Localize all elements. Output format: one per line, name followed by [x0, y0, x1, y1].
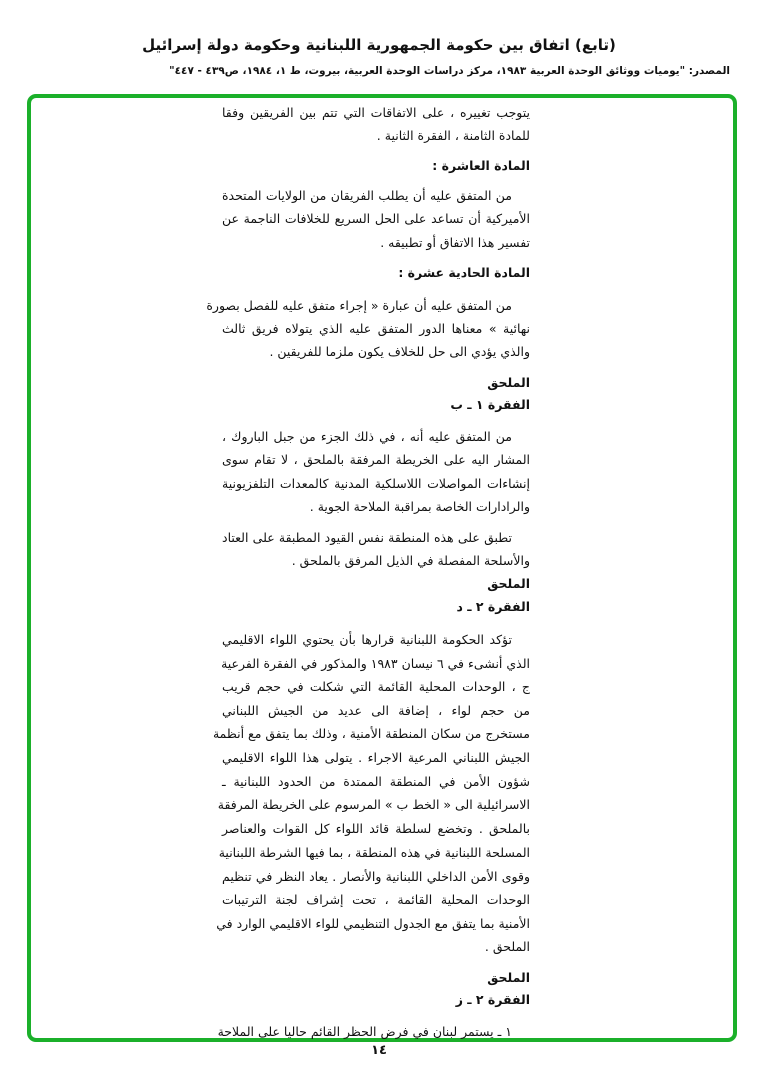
section-heading: الملحق [487, 375, 530, 390]
paragraph-line: المشار اليه على الخريطة المرفقة بالملحق ، لا تقام سوى [222, 452, 530, 467]
paragraph-line: الملحق . [484, 939, 530, 954]
paragraph-line: من حجم لواء ، إضافة الى عديد من الجيش اللبناني [222, 703, 530, 718]
paragraph-line: ج ، الوحدات المحلية القائمة التي شكلت في حجم قريب [222, 679, 530, 694]
paragraph-line: ١ ـ يستمر لبنان في فرض الحظر القائم حاليا على الملاحة [217, 1024, 512, 1039]
paragraph-line: والرادارات الخاصة بمراقبة الملاحة الجوية . [309, 499, 530, 514]
section-heading: المادة العاشرة : [432, 158, 530, 173]
section-heading: الفقرة ١ ـ ب [450, 397, 530, 412]
paragraph-line: المسلحة اللبنانية في هذه المنطقة ، بما فيها الشرطة اللبنانية [218, 845, 530, 860]
paragraph-line: تطبق على هذه المنطقة نفس القيود المطبقة على العتاد [222, 530, 512, 545]
paragraph-line: الأميركية أن تساعد على الحل السريع للخلافات الناجمة عن [222, 211, 530, 226]
paragraph-line: وقوى الأمن الداخلي اللبنانية والأنصار . يعاد النظر في تنظيم [222, 869, 530, 884]
paragraph-line: بالملحق . وتخضع لسلطة قائد اللواء كل القوات والعناصر [222, 821, 530, 836]
paragraph-line: تؤكد الحكومة اللبنانية قرارها بأن يحتوي اللواء الاقليمي [222, 632, 512, 647]
document-title: (تابع) اتفاق بين حكومة الجمهورية اللبنانية وحكومة دولة إسرائيل [142, 36, 616, 54]
paragraph-line: للمادة الثامنة ، الفقرة الثانية . [376, 128, 530, 143]
paragraph-line: الجيش اللبناني المرعية الاجراء . يتولى هذا اللواء الاقليمي [222, 750, 530, 765]
paragraph-line: تفسير هذا الاتفاق أو تطبيقه . [380, 235, 530, 250]
section-heading: الملحق [487, 576, 530, 591]
source-citation: المصدر: "يوميات ووثائق الوحدة العربية ١٩٨٣، مركز دراسات الوحدة العربية، بيروت، ط ١، ١٩٨٤، ص٤٣٩ - ٤٤٧" [169, 65, 730, 77]
section-heading: الفقرة ٢ ـ د [456, 599, 530, 614]
paragraph-line: من المتفق عليه أنه ، في ذلك الجزء من جبل الباروك ، [222, 429, 512, 444]
paragraph-line: الأمنية بما يتفق مع الجدول التنظيمي للواء الاقليمي الوارد في [216, 916, 530, 931]
paragraph-line: شؤون الأمن في المنطقة الممتدة من الحدود اللبنانية ـ [222, 774, 530, 789]
paragraph-line: الاسرائيلية الى « الخط ب » المرسوم على الخريطة المرفقة [217, 797, 530, 812]
paragraph-line: والذي يؤدي الى حل للخلاف يكون ملزما للفريقين . [269, 344, 530, 359]
paragraph-line: من المتفق عليه أن عبارة « إجراء متفق عليه للفصل بصورة [206, 298, 512, 313]
page-number: ١٤ [371, 1043, 387, 1058]
paragraph-line: نهائية » معناها الدور المتفق عليه الذي يتولاه فريق ثالث [222, 321, 530, 336]
paragraph-line: إنشاءات المواصلات اللاسلكية المدنية كالمعدات التلفزيونية [222, 476, 530, 491]
section-heading: المادة الحادية عشرة : [398, 265, 530, 280]
paragraph-line: الذي أنشىء في ٦ نيسان ١٩٨٣ والمذكور في الفقرة الفرعية [221, 656, 530, 671]
paragraph-line: من المتفق عليه أن يطلب الفريقان من الولايات المتحدة [222, 188, 512, 203]
section-heading: الفقرة ٢ ـ ز [455, 992, 530, 1007]
section-heading: الملحق [487, 970, 530, 985]
paragraph-line: يتوجب تغييره ، على الاتفاقات التي تتم بين الفريقين وفقا [222, 105, 530, 120]
paragraph-line: والأسلحة المفصلة في الذيل المرفق بالملحق . [291, 553, 530, 568]
paragraph-line: الوحدات المحلية القائمة ، تحت إشراف لجنة الترتيبات [222, 892, 530, 907]
paragraph-line: مستخرج من سكان المنطقة الأمنية ، وذلك بما يتفق مع أنظمة [212, 726, 530, 741]
